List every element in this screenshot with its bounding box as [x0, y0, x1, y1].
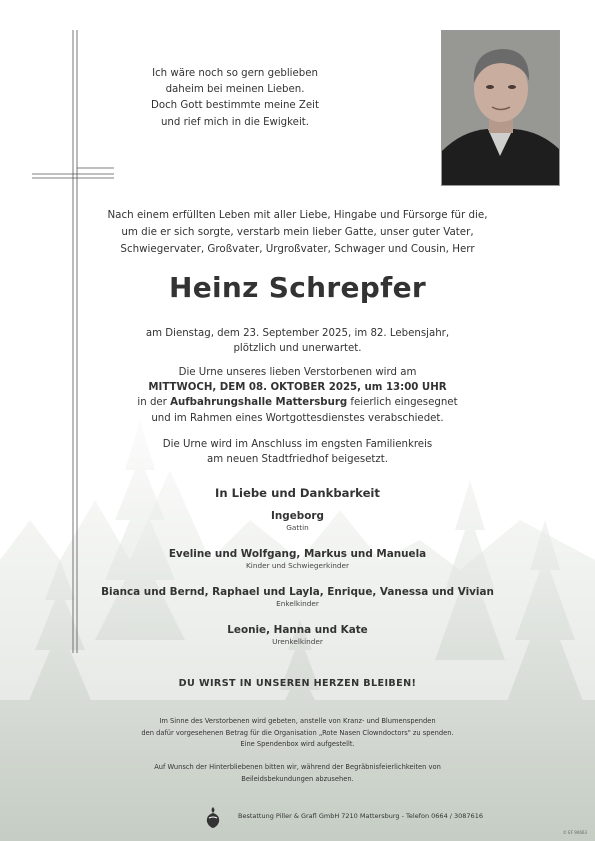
opening-verse [135, 66, 335, 131]
burial-info [0, 437, 595, 467]
motto: DU WIRST IN UNSEREN HERZEN BLEIBEN! [178, 678, 417, 689]
intro-line: um die er sich sorgte, verstarb mein lieber Gatte, unser guter Vater, [121, 226, 474, 239]
mourner-group [0, 509, 595, 533]
donation-line: Im Sinne des Verstorbenen wird gebeten, anstelle von Kranz- und Blumenspenden [159, 717, 436, 725]
thanks-heading: In Liebe und Dankbarkeit [215, 486, 380, 500]
death-line: plötzlich und unerwartet. [233, 343, 362, 355]
footer-contact: Bestattung Piller & Grafl GmbH 7210 Mattersburg - Telefon 0664 / 3087616 [238, 812, 483, 820]
ceremony-place: Aufbahrungshalle Mattersburg [170, 397, 348, 409]
donation-line: Eine Spendenbox wird aufgestellt. [240, 740, 355, 748]
request-line: Auf Wunsch der Hinterbliebenen bitten wir, während der Begräbnisfeierlichkeiten von [154, 763, 441, 771]
mourner-names: Leonie, Hanna und Kate [227, 624, 368, 636]
mourner-relation: Gattin [286, 523, 309, 532]
ceremony-prefix: in der [137, 397, 171, 409]
portrait-photo [441, 30, 560, 186]
request-line: Beileidsbekundungen abzusehen. [241, 774, 354, 783]
ceremony-date: MITTWOCH, DEM 08. OKTOBER 2025, um 13:00 UHR [148, 382, 447, 394]
ceremony-suffix: feierlich eingesegnet [347, 397, 458, 409]
verse-line: Doch Gott bestimmte meine Zeit [151, 100, 319, 112]
donation-note [0, 716, 595, 751]
burial-line: Die Urne wird im Anschluss im engsten Familienkreis [162, 439, 433, 450]
mourner-names: Ingeborg [271, 510, 324, 522]
condolence-request [0, 762, 595, 785]
verse-line: und rief mich in die Ewigkeit. [160, 116, 310, 128]
mourner-names: Eveline und Wolfgang, Markus und Manuela [168, 548, 427, 560]
verse-line: daheim bei meinen Lieben. [165, 84, 305, 96]
copyright-mark: © EF 90663 [562, 830, 587, 835]
burial-line: am neuen Stadtfriedhof beigesetzt. [206, 454, 389, 466]
mourner-group [0, 585, 595, 609]
mourner-names: Bianca und Bernd, Raphael und Layla, Enrique, Vanessa und Vivian [101, 586, 494, 598]
ceremony-line: Die Urne unseres lieben Verstorbenen wird am [178, 367, 417, 378]
mourner-relation: Urenkelkinder [272, 637, 323, 646]
ceremony-line: und im Rahmen eines Wortgottesdienstes verabschiedet. [151, 412, 444, 424]
mourner-relation: Kinder und Schwiegerkinder [246, 561, 349, 570]
mourner-relation: Enkelkinder [276, 599, 319, 608]
death-line: am Dienstag, dem 23. September 2025, im 82. Lebensjahr, [145, 328, 450, 339]
death-info [0, 326, 595, 356]
funeral-home-footer [200, 804, 530, 834]
deceased-name: Heinz Schrepfer [168, 271, 427, 304]
verse-line: Ich wäre noch so gern geblieben [152, 68, 318, 79]
ceremony-info [0, 365, 595, 426]
intro-line: Nach einem erfüllten Leben mit aller Liebe, Hingabe und Fürsorge für die, [107, 209, 488, 221]
intro-line: Schwiegervater, Großvater, Urgroßvater, Schwager und Cousin, Herr [120, 243, 475, 256]
mourner-group [0, 547, 595, 571]
intro-text [0, 207, 595, 259]
donation-line: den dafür vorgesehenen Betrag für die Organisation „Rote Nasen Clowndoctors" zu spenden. [141, 728, 454, 737]
mourner-group [0, 623, 595, 647]
funeral-home-logo-icon [200, 804, 226, 830]
